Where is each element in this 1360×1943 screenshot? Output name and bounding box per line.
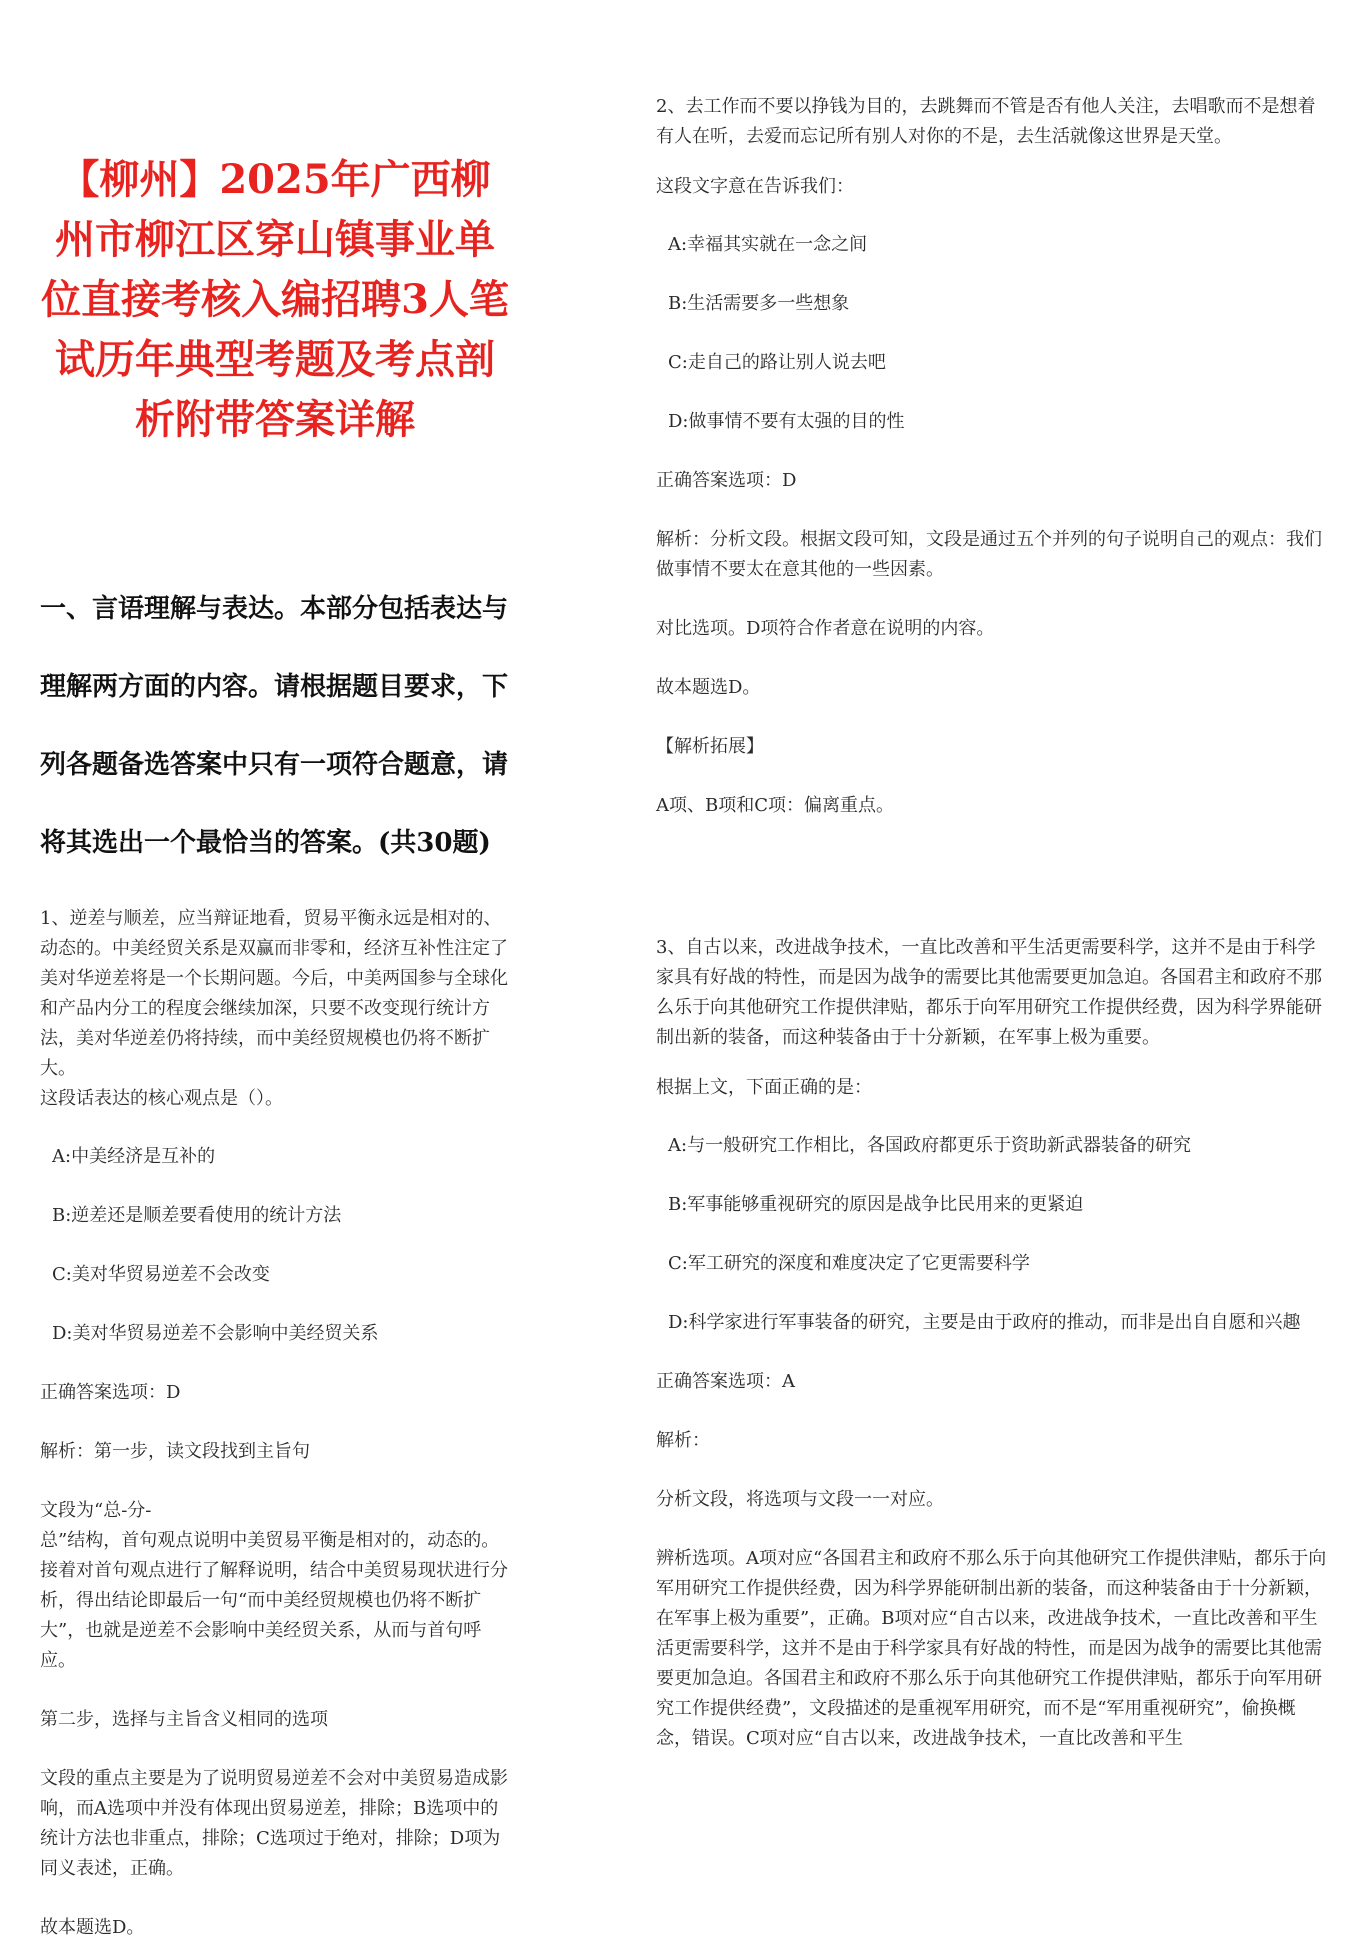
option-c: C:美对华贸易逆差不会改变: [52, 1264, 270, 1285]
option-a: A:中美经济是互补的: [52, 1146, 216, 1167]
analysis-paragraph: 对比选项。D项符合作者意在说明的内容。: [656, 618, 995, 639]
question-stem: 2、去工作而不要以挣钱为目的，去跳舞而不管是否有他人关注，去唱歌而不是想着有人在听，去爱而忘记所有别人对你的不是，去生活就像这世界是天堂。: [656, 96, 1316, 147]
analysis-paragraph: 解析：第一步，读文段找到主旨句: [40, 1441, 310, 1462]
question-prompt: 这段文字意在告诉我们：: [656, 176, 854, 197]
option-d: D:做事情不要有太强的目的性: [668, 411, 905, 432]
analysis-paragraph: 解析：分析文段。根据文段可知，文段是通过五个并列的句子说明自己的观点：我们做事情不要太在意其他的一些因素。: [656, 529, 1322, 580]
conclusion-line: 故本题选D。: [40, 1917, 145, 1938]
option-d: D:科学家进行军事装备的研究，主要是由于政府的推动，而非是出自自愿和兴趣: [668, 1312, 1301, 1333]
analysis-paragraph: 文段为“总-分-: [40, 1500, 152, 1521]
answer-line: 正确答案选项：D: [40, 1382, 181, 1403]
question-1: [40, 904, 510, 1943]
answer-line: 正确答案选项：A: [656, 1371, 795, 1392]
answer-line: 正确答案选项：D: [656, 470, 797, 491]
document-title: 【柳州】2025年广西柳州市柳江区穿山镇事业单位直接考核入编招聘3人笔试历年典型考题及考点剖析附带答案详解: [41, 156, 509, 443]
option-b: B:生活需要多一些想象: [668, 293, 850, 314]
option-d: D:美对华贸易逆差不会影响中美经贸关系: [52, 1323, 379, 1344]
option-b: B:军事能够重视研究的原因是战争比民用来的更紧迫: [668, 1194, 1084, 1215]
analysis-paragraph: 文段的重点主要是为了说明贸易逆差不会对中美贸易造成影响，而A选项中并没有体现出贸易逆差，排除；B选项中的统计方法也非重点，排除；C选项过于绝对，排除；D项为同义表述，正确。: [40, 1768, 508, 1879]
question-prompt: 这段话表达的核心观点是（）。: [40, 1088, 283, 1109]
option-a: A:幸福其实就在一念之间: [668, 234, 868, 255]
question-2: [656, 92, 1328, 821]
conclusion-line: 故本题选D。: [656, 677, 761, 698]
option-a: A:与一般研究工作相比，各国政府都更乐于资助新武器装备的研究: [668, 1135, 1192, 1156]
analysis-paragraph: 总”结构，首句观点说明中美贸易平衡是相对的，动态的。接着对首句观点进行了解释说明，结合中美贸易现状进行分析，得出结论即最后一句“而中美经贸规模也仍将不断扩大”，也就是逆差不会影响中美经贸关系，从而与首句呼应。: [40, 1530, 508, 1671]
analysis-extension-heading: 【解析拓展】: [656, 736, 764, 757]
option-c: C:走自己的路让别人说去吧: [668, 352, 886, 373]
section-heading: 一、言语理解与表达。本部分包括表达与理解两方面的内容。请根据题目要求，下列各题备选答案中只有一项符合题意，请将其选出一个最恰当的答案。(共30题): [40, 594, 509, 858]
left-column: [40, 150, 510, 1943]
analysis-paragraph: 分析文段，将选项与文段一一对应。: [656, 1489, 944, 1510]
option-b: B:逆差还是顺差要看使用的统计方法: [52, 1205, 342, 1226]
analysis-paragraph: 解析：: [656, 1430, 710, 1451]
analysis-paragraph: 辨析选项。A项对应“各国君主和政府不那么乐于向其他研究工作提供津贴，都乐于向军用研究工作提供经费，因为科学界能研制出新的装备，而这种装备由于十分新颖，在军事上极为重要”，正确。B项对应“自古以来，改进战争技术，一直比改善和平生活更需要科学，这并不是由于科学家具有好战的特性，而是因为战争的需要比其他需要更加急迫。各国君主和政府不那么乐于向其他研究工作提供津贴，都乐于向军用研究工作提供经费”，文段描述的是重视军用研究，而不是“军用重视研究”，偷换概念，错误。C项对应“自古以来，改进战争技术，一直比改善和平生: [656, 1548, 1327, 1749]
question-stem: 1、逆差与顺差，应当辩证地看，贸易平衡永远是相对的、动态的。中美经贸关系是双赢而非零和，经济互补性注定了美对华逆差将是一个长期问题。今后，中美两国参与全球化和产品内分工的程度会继续加深，只要不改变现行统计方法，美对华逆差仍将持续，而中美经贸规模也仍将不断扩大。: [40, 908, 508, 1079]
question-3: [656, 933, 1328, 1754]
option-c: C:军工研究的深度和难度决定了它更需要科学: [668, 1253, 1030, 1274]
analysis-paragraph: A项、B项和C项：偏离重点。: [656, 795, 894, 816]
question-prompt: 根据上文，下面正确的是：: [656, 1077, 872, 1098]
analysis-paragraph: 第二步，选择与主旨含义相同的选项: [40, 1709, 328, 1730]
right-column: [656, 92, 1328, 1754]
question-stem: 3、自古以来，改进战争技术，一直比改善和平生活更需要科学，这并不是由于科学家具有好战的特性，而是因为战争的需要比其他需要更加急迫。各国君主和政府不那么乐于向其他研究工作提供津贴，都乐于向军用研究工作提供经费，因为科学界能研制出新的装备，而这种装备由于十分新颖，在军事上极为重要。: [656, 937, 1322, 1048]
